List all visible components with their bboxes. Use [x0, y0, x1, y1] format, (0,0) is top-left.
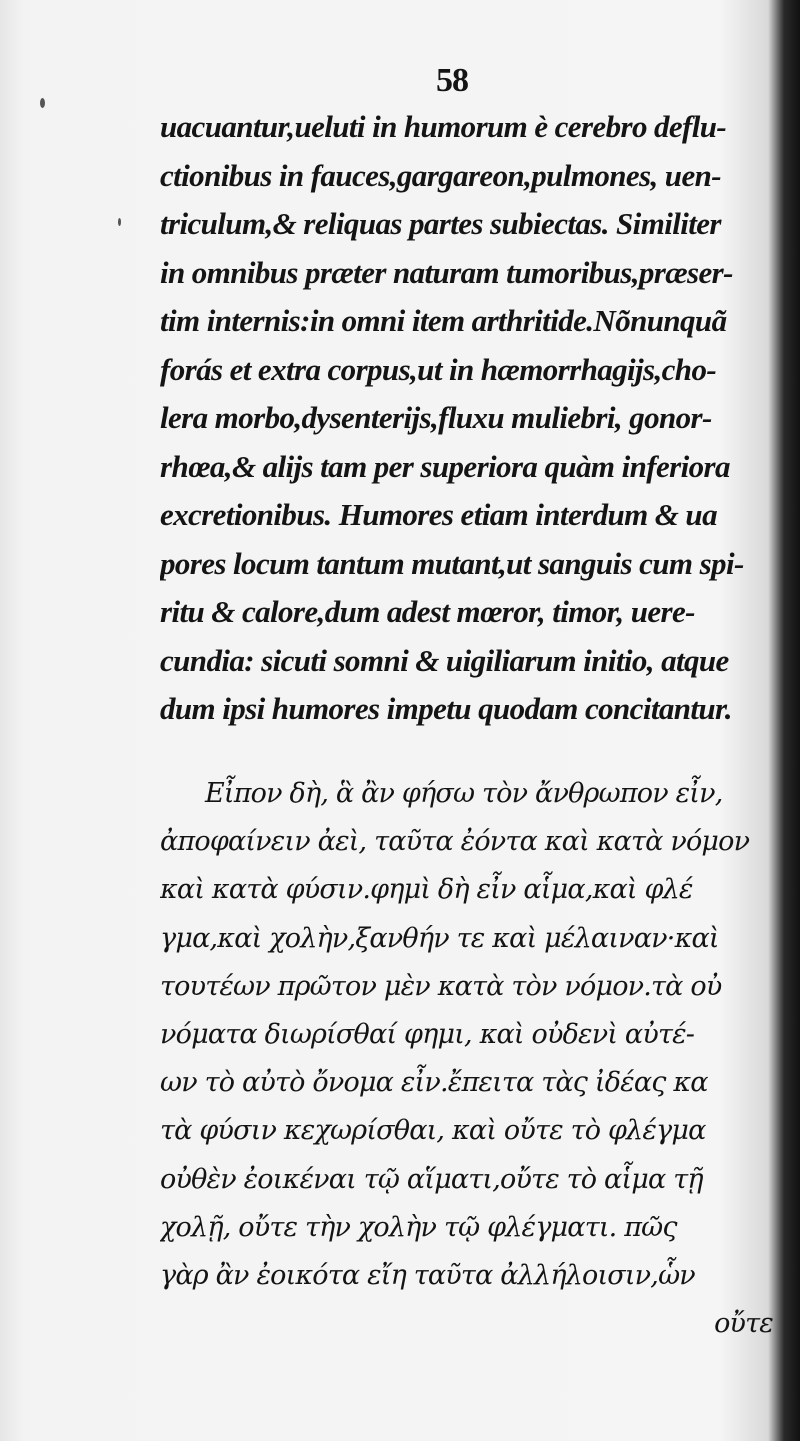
latin-line: rhœa,& alijs tam per superiora quàm inferiora — [160, 448, 730, 484]
latin-paragraph — [160, 103, 775, 734]
greek-line: ων τὸ αὐτὸ ὄνομα εἶν.ἔπειτα τὰς ἰδέας κα — [160, 1067, 708, 1099]
latin-line: dum ipsi humores impetu quodam concitantur. — [160, 691, 732, 726]
greek-line: τὰ φύσιν κεχωρίσθαι, καὶ οὔτε τὸ φλέγμα — [160, 1115, 706, 1147]
greek-line: γμα,καὶ χολὴν,ξανθήν τε καὶ μέλαιναν·καὶ — [160, 922, 719, 954]
greek-paragraph — [160, 770, 785, 1348]
greek-line: τουτέων πρῶτον μὲν κατὰ τὸν νόμον.τὰ οὐ — [160, 970, 722, 1002]
greek-line: χολῇ, οὔτε τὴν χολὴν τῷ φλέγματι. πῶς — [160, 1211, 677, 1243]
latin-line: cundia: sicuti somni & uigiliarum initio, atque — [160, 642, 729, 678]
greek-line: Εἶπον δὴ, ἃ ἂν φήσω τὸν ἄνθρωπον εἶν, — [205, 778, 723, 809]
greek-line: γὰρ ἂν ἐοικότα εἴη ταῦτα ἀλλήλοισιν,ὧν — [160, 1260, 695, 1292]
greek-line: καὶ κατὰ φύσιν.φημὶ δὴ εἶν αἷμα,καὶ φλέ — [160, 874, 693, 906]
latin-line: pores locum tantum mutant,ut sanguis cum spi- — [160, 545, 744, 581]
greek-line: οὐθὲν ἐοικέναι τῷ αἵματι,οὔτε τὸ αἷμα τῇ — [160, 1163, 703, 1195]
latin-line: triculum,& reliquas partes subiectas. Similiter — [160, 206, 721, 241]
ink-speck — [40, 98, 45, 108]
catchword: οὔτε — [714, 1308, 773, 1340]
latin-line: ctionibus in fauces,gargareon,pulmones, uen- — [160, 157, 721, 193]
latin-line: tim internis:in omni item arthritide.Nõnunquã — [160, 303, 727, 338]
ink-speck — [118, 218, 121, 226]
greek-line: ἀποφαίνειν ἀεὶ, ταῦτα ἐόντα καὶ κατὰ νόμον — [160, 826, 750, 858]
greek-line: νόματα διωρίσθαί φημι, καὶ οὐδενὶ αὐτέ- — [160, 1019, 695, 1051]
page-number: 58 — [436, 62, 468, 99]
latin-line: uacuantur,ueluti in humorum è cerebro deflu- — [160, 109, 727, 144]
latin-line: forás et extra corpus,ut in hæmorrhagijs,cho- — [160, 351, 717, 387]
latin-line: ritu & calore,dum adest mœror, timor, uere- — [160, 594, 695, 629]
latin-line: excretionibus. Humores etiam interdum & ua — [160, 497, 717, 532]
latin-line: lera morbo,dysenterijs,fluxu muliebri, gonor- — [160, 400, 712, 435]
latin-line: in omnibus præter naturam tumoribus,præser- — [160, 254, 733, 290]
